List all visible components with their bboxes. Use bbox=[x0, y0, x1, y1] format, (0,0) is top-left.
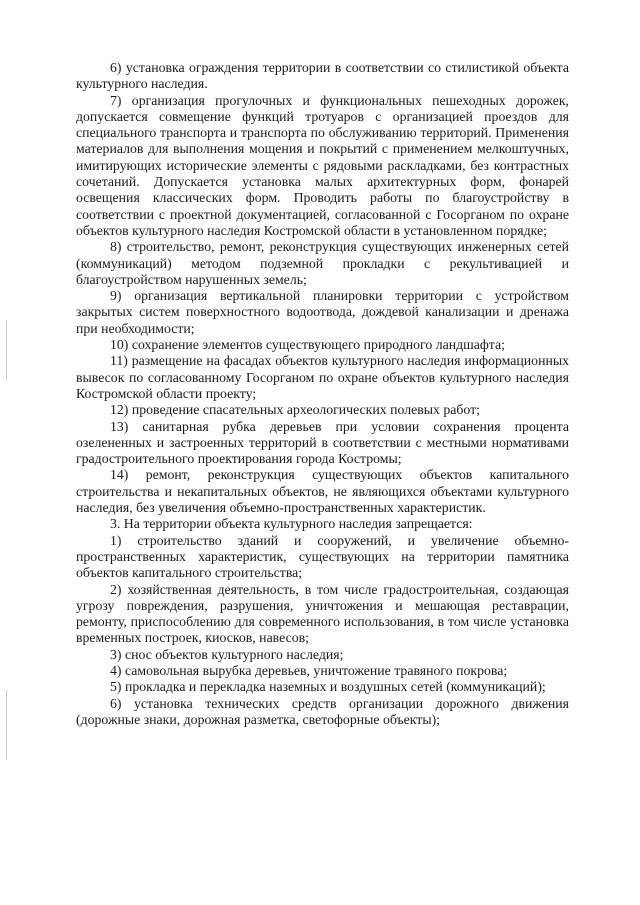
paragraph-item-13-sanitary-felling: 13) санитарная рубка деревьев при условии сохранения процента озелененных и застроенных территорий в соответствии с местными нормативами градостроительного проектирования города Костромы; bbox=[76, 418, 569, 467]
paragraph-item-9-grading: 9) организация вертикальной планировки территории с устройством закрытых систем поверхностного водоотвода, дождевой канализации и дренажа при необходимости; bbox=[76, 288, 569, 336]
prohibited-item-5-networks: 5) прокладка и перекладка наземных и воздушных сетей (коммуникаций); bbox=[110, 679, 546, 695]
prohibited-item-3-demolition: 3) снос объектов культурного наследия; bbox=[110, 646, 344, 662]
prohibited-item-4-tree-cutting: 4) самовольная вырубка деревьев, уничтожение травяного покрова; bbox=[110, 662, 508, 678]
paragraph-item-14-repair: 14) ремонт, реконструкция существующих объектов капитального строительства и некапитальных объектов, не являющихся объектами культурного наследия, без увеличения объемно-пространственных характеристик. bbox=[76, 467, 569, 516]
paragraph-item-11-signage: 11) размещение на фасадах объектов культурного наследия информационных вывесок по согласованному Госорганом по охране объектов культурного наследия Костромской области проекту; bbox=[76, 353, 569, 401]
prohibited-item-6-traffic-devices: 6) установка технических средств организации дорожного движения (дорожные знаки, дорожная разметка, светофорные объекты); bbox=[76, 695, 569, 727]
document-body bbox=[76, 60, 569, 728]
prohibited-item-2-economic-activity: 2) хозяйственная деятельность, в том числе градостроительная, создающая угрозу повреждения, разрушения, уничтожения и мешающая реставрации, ремонту, приспособлению для современного использования, в том числе установка временных построек, киосков, навесов; bbox=[76, 581, 569, 646]
paragraph-item-8-utilities: 8) строительство, ремонт, реконструкция существующих инженерных сетей (коммуникаций) методом подземной прокладки с рекультивацией и благоустройством нарушенных земель; bbox=[76, 239, 569, 287]
prohibited-item-1-construction: 1) строительство зданий и сооружений, и увеличение объемно-пространственных характеристик, существующих на территории памятника объектов капитального строительства; bbox=[76, 532, 569, 581]
paragraph-item-10-landscape: 10) сохранение элементов существующего природного ландшафта; bbox=[110, 337, 505, 353]
paragraph-item-7-walkways: 7) организация прогулочных и функциональных пешеходных дорожек, допускается совмещение функций тротуаров с организацией проездов для специального транспорта и транспорта по обслуживанию территорий. Применения материалов для выполнения мощения и покрытий с применением мелкоштучных, имитирующих исторические элементы с рядовыми раскладками, без контрастных сочетаний. Допускается установка малых архитектурных форм, фонарей освещения классических форм. Проводить работы по благоустройству в соответствии с проектной документацией, согласованной с Госорганом по охране объектов культурного наследия Костромской области в установленном порядке; bbox=[76, 92, 569, 238]
scan-edge-mark bbox=[6, 690, 7, 760]
scan-edge-mark bbox=[6, 320, 7, 380]
paragraph-item-12-archaeology: 12) проведение спасательных археологических полевых работ; bbox=[110, 402, 480, 418]
paragraph-item-6-fence: 6) установка ограждения территории в соответствии со стилистикой объекта культурного наследия. bbox=[76, 60, 569, 92]
section-3-heading: 3. На территории объекта культурного наследия запрещается: bbox=[110, 516, 473, 532]
